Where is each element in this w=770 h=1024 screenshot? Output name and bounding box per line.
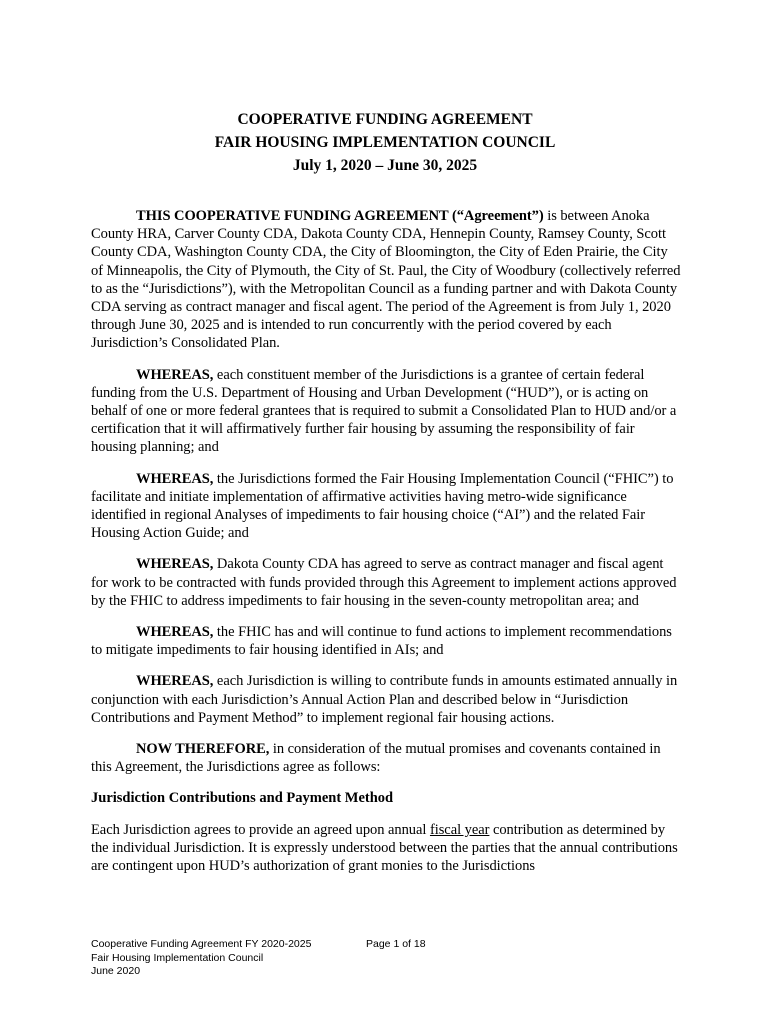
title-line-2: FAIR HOUSING IMPLEMENTATION COUNCIL <box>214 134 556 151</box>
whereas-lead: WHEREAS, <box>136 470 214 487</box>
fiscal-year-underlined: fiscal year <box>429 821 490 838</box>
intro-paragraph <box>91 207 681 353</box>
whereas-text: Dakota County CDA has agreed to serve as contract manager and fiscal agent for work to be contracted with funds provided through this Agreement to implement actions approved by the FHIC to address impediments to fair housing in the seven-county metropolitan area; and <box>91 556 677 609</box>
footer-info <box>91 938 311 979</box>
section-paragraph <box>91 821 681 876</box>
whereas-text: the FHIC has and will continue to fund actions to implement recommendations to mitigate impediments to fair housing identified in AIs; and <box>91 624 672 659</box>
document-body <box>91 207 681 888</box>
page-number: Page 1 of 18 <box>366 938 426 950</box>
now-therefore-lead: NOW THEREFORE, <box>136 741 270 758</box>
intro-lead: THIS COOPERATIVE FUNDING AGREEMENT (“Agreement”) <box>136 208 544 224</box>
whereas-lead: WHEREAS, <box>136 673 214 690</box>
footer-line-1: Cooperative Funding Agreement FY 2020-2025 <box>91 938 312 950</box>
whereas-text: each constituent member of the Jurisdictions is a grantee of certain federal funding from the U.S. Department of Housing and Urban Development (“HUD”), or is acting on behalf of one or more federal grantees that is required to submit a Consolidated Plan to HUD and/or a certification that it will affirmatively further fair housing by assuming the responsibility of fair housing planning; and <box>91 366 677 456</box>
section-heading: Jurisdiction Contributions and Payment Method <box>91 790 394 807</box>
whereas-text: the Jurisdictions formed the Fair Housing Implementation Council (“FHIC”) to facilitate and initiate implementation of affirmative activities having metro-wide significance identified in regional Analyses of impediments to fair housing choice (“AI”) and the related Fair Housing Action Guide; and <box>91 470 674 542</box>
section-text-after: contribution as determined by the individual Jurisdiction. It is expressly understood between the parties that the annual contributions are contingent upon HUD’s authorization of grant monies to the Jurisdictions <box>91 821 678 875</box>
whereas-text: each Jurisdiction is willing to contribute funds in amounts estimated annually in conjunction with each Jurisdiction’s Annual Action Plan and described below in “Jurisdiction Contributions and Payment Method” to implement regional fair housing actions. <box>91 673 678 726</box>
now-therefore-paragraph <box>91 740 681 776</box>
intro-text: is between Anoka County HRA, Carver County CDA, Dakota County CDA, Hennepin County, Ramsey County, Scott County CDA, Washington County CDA, the City of Bloomington, the City of Eden Prairie, the City of Minneapolis, the City of Plymouth, the City of St. Paul, the City of Woodbury (collectively referred to as the “Jurisdictions”), with the Metropolitan Council as a funding partner and with Dakota County CDA serving as contract manager and fiscal agent. The period of the Agreement is from July 1, 2020 through June 30, 2025 and is intended to run concurrently with the period covered by each Jurisdiction’s Consolidated Plan. <box>91 208 681 352</box>
footer-line-2: Fair Housing Implementation Council <box>91 951 264 964</box>
whereas-lead: WHEREAS, <box>136 624 214 641</box>
title-line-3: July 1, 2020 – June 30, 2025 <box>292 157 478 174</box>
whereas-lead: WHEREAS, <box>136 366 214 383</box>
footer-line-3: June 2020 <box>91 965 141 977</box>
document-title <box>0 108 770 177</box>
section-text-before: Each Jurisdiction agrees to provide an agreed upon annual <box>91 821 430 838</box>
now-therefore-text: in consideration of the mutual promises and covenants contained in this Agreement, the Jurisdictions agree as follows: <box>91 741 661 776</box>
whereas-lead: WHEREAS, <box>136 556 214 573</box>
whereas-paragraph-1 <box>91 366 681 457</box>
title-line-1: COOPERATIVE FUNDING AGREEMENT <box>237 111 533 128</box>
whereas-paragraph-3 <box>91 555 681 610</box>
whereas-paragraph-5 <box>91 672 681 727</box>
whereas-paragraph-2 <box>91 470 681 543</box>
whereas-paragraph-4 <box>91 623 681 659</box>
